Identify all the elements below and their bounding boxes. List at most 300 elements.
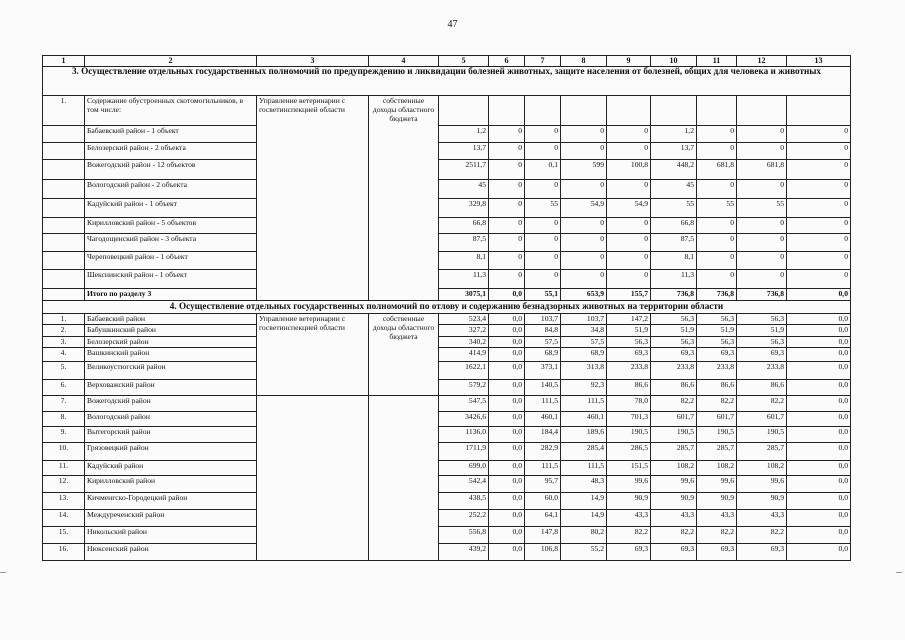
- value-cell: 82,2: [607, 527, 651, 544]
- value-cell: 0: [737, 126, 787, 143]
- total-value-cell: 0,0: [787, 289, 851, 301]
- value-cell: 55,2: [561, 544, 607, 561]
- district-name: Нюксенский район: [85, 544, 257, 561]
- value-cell: 0: [561, 180, 607, 199]
- value-cell: 55: [737, 199, 787, 218]
- value-cell: 0,0: [489, 380, 525, 396]
- value-cell: 87,5: [651, 234, 697, 252]
- value-cell: 313,8: [561, 362, 607, 380]
- value-cell: 681,8: [697, 160, 737, 180]
- section-3-total-row: [43, 289, 851, 301]
- row-number: 12.: [43, 476, 85, 493]
- row-number: 9.: [43, 427, 85, 443]
- row-number-cell: [43, 270, 85, 289]
- value-cell: 11,3: [439, 270, 489, 289]
- value-cell: 0: [525, 252, 561, 270]
- value-cell: 0: [697, 180, 737, 199]
- section-3-row: [43, 252, 851, 270]
- value-cell: 1711,9: [439, 443, 489, 461]
- value-cell: 0,0: [787, 476, 851, 493]
- district-name: Грязовецкий район: [85, 443, 257, 461]
- value-cell: 90,9: [737, 493, 787, 510]
- value-cell: 0: [787, 270, 851, 289]
- value-cell: 0,0: [787, 325, 851, 337]
- value-cell: 0,0: [787, 362, 851, 380]
- section-3-row: [43, 143, 851, 160]
- column-number: 10: [651, 56, 697, 67]
- total-label: Итого по разделу 3: [85, 289, 257, 301]
- value-cell: 0: [489, 143, 525, 160]
- value-cell: 140,5: [525, 380, 561, 396]
- row-number: 13.: [43, 493, 85, 510]
- value-cell: 111,5: [525, 461, 561, 476]
- value-cell: 8,1: [651, 252, 697, 270]
- value-cell: 0,0: [787, 493, 851, 510]
- value-cell: 184,4: [525, 427, 561, 443]
- value-cell: 1622,1: [439, 362, 489, 380]
- value-cell: 69,3: [697, 544, 737, 561]
- section-4-row: [43, 337, 851, 348]
- column-number: 9: [607, 56, 651, 67]
- value-cell: 56,3: [737, 314, 787, 325]
- value-cell: 190,5: [651, 427, 697, 443]
- value-cell: 0,0: [787, 443, 851, 461]
- value-cell: 329,8: [439, 199, 489, 218]
- district-name: Вожегодский район: [85, 396, 257, 412]
- value-cell: 252,2: [439, 510, 489, 527]
- value-cell: 111,5: [525, 396, 561, 412]
- value-cell: 0: [525, 180, 561, 199]
- district-name: Кадуйский район: [85, 461, 257, 476]
- value-cell: 0,0: [489, 412, 525, 427]
- value-cell: 45: [439, 180, 489, 199]
- value-cell: 64,1: [525, 510, 561, 527]
- executor-cell-empty: [257, 396, 369, 561]
- section-4-row: [43, 510, 851, 527]
- value-cell: 373,1: [525, 362, 561, 380]
- section-3-title: 3. Осуществление отдельных государственных полномочий по предупреждению и ликвидации болезней животных, защите населения от болезней, общих для человека и животных: [43, 67, 851, 96]
- column-number: 11: [697, 56, 737, 67]
- value-cell: 0: [787, 126, 851, 143]
- value-cell: 45: [651, 180, 697, 199]
- total-value-cell: 0,0: [489, 289, 525, 301]
- section-4-row: [43, 380, 851, 396]
- section-3-row: [43, 160, 851, 180]
- value-cell: 84,8: [525, 325, 561, 337]
- value-cell: 69,3: [607, 544, 651, 561]
- row-number: 3.: [43, 337, 85, 348]
- section-4-row: [43, 348, 851, 362]
- budget-table: [42, 55, 851, 561]
- value-cell: 66,8: [439, 218, 489, 234]
- value-cell: 0: [787, 143, 851, 160]
- value-cell: 0: [525, 234, 561, 252]
- section-3-row: [43, 270, 851, 289]
- value-cell: 103,7: [525, 314, 561, 325]
- row-number: 1.: [43, 314, 85, 325]
- value-cell: 106,8: [525, 544, 561, 561]
- value-cell: 0: [607, 252, 651, 270]
- total-value-cell: 653,9: [561, 289, 607, 301]
- value-cell: 51,9: [651, 325, 697, 337]
- value-cell: 0,0: [489, 348, 525, 362]
- value-cell: 90,9: [651, 493, 697, 510]
- section-4-row: [43, 476, 851, 493]
- district-name: Кадуйский район - 1 объект: [85, 199, 257, 218]
- value-cell: 0,0: [489, 337, 525, 348]
- section-3-row: [43, 199, 851, 218]
- value-cell: 56,3: [651, 337, 697, 348]
- value-cell: 69,3: [737, 348, 787, 362]
- value-cell: 0: [489, 218, 525, 234]
- value-cell: 54,9: [607, 199, 651, 218]
- value-cell: 0: [607, 126, 651, 143]
- value-cell: 233,8: [651, 362, 697, 380]
- value-cell: 86,6: [607, 380, 651, 396]
- section-4-title: 4. Осуществление отдельных государственных полномочий по отлову и содержанию безнадзорных животных на территории области: [43, 301, 851, 314]
- value-cell: 54,9: [561, 199, 607, 218]
- row-number-cell: [43, 180, 85, 199]
- section-4-row: [43, 493, 851, 510]
- value-cell: 681,8: [737, 160, 787, 180]
- value-cell: 0: [787, 199, 851, 218]
- value-cell: 8,1: [439, 252, 489, 270]
- scan-edge-mark: [0, 572, 6, 573]
- value-cell: 0: [561, 126, 607, 143]
- district-name: Междуреченский район: [85, 510, 257, 527]
- row-number-cell: [43, 160, 85, 180]
- value-cell: 0: [697, 126, 737, 143]
- row-number: 16.: [43, 544, 85, 561]
- value-cell: 0: [607, 270, 651, 289]
- section-4-row: [43, 427, 851, 443]
- column-number: 3: [257, 56, 369, 67]
- value-cell: 0,0: [787, 544, 851, 561]
- value-cell: 0: [489, 160, 525, 180]
- value-cell: 56,3: [737, 337, 787, 348]
- value-cell: 13,7: [439, 143, 489, 160]
- district-name: Бабаевский район - 1 объект: [85, 126, 257, 143]
- row-number: 5.: [43, 362, 85, 380]
- value-cell: 439,2: [439, 544, 489, 561]
- value-cell: 233,8: [737, 362, 787, 380]
- row-number-cell: [43, 234, 85, 252]
- value-cell: 601,7: [697, 412, 737, 427]
- value-cell: 51,9: [607, 325, 651, 337]
- total-value-cell: 55,1: [525, 289, 561, 301]
- value-cell: 190,5: [737, 427, 787, 443]
- value-cell: 66,8: [651, 218, 697, 234]
- value-cell: 0: [561, 270, 607, 289]
- value-cell: 69,3: [697, 348, 737, 362]
- row-number: 7.: [43, 396, 85, 412]
- value-cell: 0: [489, 199, 525, 218]
- row-number-cell: [43, 143, 85, 160]
- section-4-row: [43, 325, 851, 337]
- value-cell: 60,0: [525, 493, 561, 510]
- funding-source-cell-empty: [369, 396, 439, 561]
- value-cell: 108,2: [737, 461, 787, 476]
- value-cell: 68,9: [561, 348, 607, 362]
- value-cell: 43,3: [737, 510, 787, 527]
- value-cell: 147,8: [525, 527, 561, 544]
- value-cell: 0: [561, 234, 607, 252]
- value-cell: 448,2: [651, 160, 697, 180]
- value-cell: 111,5: [561, 461, 607, 476]
- value-cell: 0: [489, 180, 525, 199]
- value-cell: 69,3: [737, 544, 787, 561]
- value-cell: 0,0: [489, 443, 525, 461]
- funding-source-cell: собственные доходы областного бюджета: [369, 96, 439, 301]
- row-number: 14.: [43, 510, 85, 527]
- value-cell: 0,0: [787, 348, 851, 362]
- column-number: 8: [561, 56, 607, 67]
- value-cell: 111,5: [561, 396, 607, 412]
- column-number: 2: [85, 56, 257, 67]
- value-cell: 0,0: [489, 527, 525, 544]
- row-number-cell: [43, 289, 85, 301]
- value-cell: 43,3: [607, 510, 651, 527]
- district-name: Вологодский район - 2 объекта: [85, 180, 257, 199]
- value-cell: 0: [525, 218, 561, 234]
- district-name: Вожегодский район - 12 объектов: [85, 160, 257, 180]
- value-cell: 340,2: [439, 337, 489, 348]
- value-cell: 0: [525, 270, 561, 289]
- district-name: Вашкинский район: [85, 348, 257, 362]
- district-name: Белозерский район: [85, 337, 257, 348]
- value-cell: 86,6: [651, 380, 697, 396]
- row-number: 10.: [43, 443, 85, 461]
- value-cell: 0: [561, 143, 607, 160]
- column-number: 1: [43, 56, 85, 67]
- total-value-cell: 3075,1: [439, 289, 489, 301]
- value-cell: 0: [787, 218, 851, 234]
- value-cell: 82,2: [737, 527, 787, 544]
- section-4-row: [43, 412, 851, 427]
- value-cell: 0,0: [489, 544, 525, 561]
- value-cell: 82,2: [651, 396, 697, 412]
- value-cell: 69,3: [651, 544, 697, 561]
- value-cell: 0,0: [489, 325, 525, 337]
- value-cell: 1,2: [439, 126, 489, 143]
- value-cell: 14,9: [561, 510, 607, 527]
- section-4-row: [43, 527, 851, 544]
- value-cell: 0: [787, 234, 851, 252]
- value-cell: 55: [525, 199, 561, 218]
- value-cell: 542,4: [439, 476, 489, 493]
- value-cell: 99,6: [737, 476, 787, 493]
- district-name: Чагодощенский район - 3 объекта: [85, 234, 257, 252]
- value-cell: 0: [489, 270, 525, 289]
- section-4-row: [43, 396, 851, 412]
- executor-cell: Управление ветеринарии с госветинспекцией области: [257, 96, 369, 301]
- column-number: 4: [369, 56, 439, 67]
- executor-cell: Управление ветеринарии с госветинспекцией области: [257, 314, 369, 396]
- value-cell: 99,6: [697, 476, 737, 493]
- value-cell: 0: [737, 252, 787, 270]
- district-name: Никольский район: [85, 527, 257, 544]
- row-number: 6.: [43, 380, 85, 396]
- value-cell: 438,5: [439, 493, 489, 510]
- value-cell: 57,5: [561, 337, 607, 348]
- value-cell: 0: [525, 143, 561, 160]
- value-cell: 523,4: [439, 314, 489, 325]
- value-cell: 99,6: [607, 476, 651, 493]
- value-cell: 108,2: [697, 461, 737, 476]
- value-cell: 0,0: [489, 314, 525, 325]
- value-cell: 0: [787, 252, 851, 270]
- value-cell: 0: [697, 252, 737, 270]
- value-cell: 327,2: [439, 325, 489, 337]
- value-cell: 233,8: [607, 362, 651, 380]
- district-name: Кирилловский район - 5 объектов: [85, 218, 257, 234]
- value-cell: 0: [607, 143, 651, 160]
- column-number: 5: [439, 56, 489, 67]
- section-4-row: [43, 461, 851, 476]
- value-cell: 699,0: [439, 461, 489, 476]
- value-cell: 0: [607, 218, 651, 234]
- district-name: Вытегорский район: [85, 427, 257, 443]
- value-cell: 0,0: [489, 362, 525, 380]
- row-number-cell: [43, 218, 85, 234]
- value-cell: 69,3: [607, 348, 651, 362]
- value-cell: 78,0: [607, 396, 651, 412]
- column-number: 6: [489, 56, 525, 67]
- item-number: 1.: [43, 96, 85, 126]
- value-cell: 0: [607, 180, 651, 199]
- value-cell: 190,5: [697, 427, 737, 443]
- value-cell: 57,5: [525, 337, 561, 348]
- value-cell: 51,9: [697, 325, 737, 337]
- value-cell: 556,8: [439, 527, 489, 544]
- value-cell: 0,0: [489, 396, 525, 412]
- row-number-cell: [43, 199, 85, 218]
- value-cell: 56,3: [697, 314, 737, 325]
- value-cell: 92,3: [561, 380, 607, 396]
- column-number: 12: [737, 56, 787, 67]
- column-number: 13: [787, 56, 851, 67]
- value-cell: 13,7: [651, 143, 697, 160]
- value-cell: 100,8: [607, 160, 651, 180]
- value-cell: 69,3: [651, 348, 697, 362]
- value-cell: 87,5: [439, 234, 489, 252]
- value-cell: 282,9: [525, 443, 561, 461]
- scan-edge-mark: [896, 572, 902, 573]
- value-cell: 1136,0: [439, 427, 489, 443]
- value-cell: 601,7: [737, 412, 787, 427]
- item-name: Содержание обустроенных скотомогильников, в том числе:: [85, 96, 257, 126]
- value-cell: 0: [489, 252, 525, 270]
- value-cell: 0: [561, 218, 607, 234]
- value-cell: 86,6: [737, 380, 787, 396]
- section-3-row: [43, 126, 851, 143]
- value-cell: 0: [489, 126, 525, 143]
- row-number: 2.: [43, 325, 85, 337]
- section-4-row: [43, 544, 851, 561]
- section-3-row: [43, 234, 851, 252]
- value-cell: 579,2: [439, 380, 489, 396]
- value-cell: 0,0: [489, 493, 525, 510]
- value-cell: 0,0: [489, 427, 525, 443]
- value-cell: 0: [607, 234, 651, 252]
- value-cell: 460,1: [561, 412, 607, 427]
- value-cell: 0,0: [787, 527, 851, 544]
- value-cell: 90,9: [607, 493, 651, 510]
- value-cell: 0: [561, 252, 607, 270]
- page-number: 47: [447, 19, 458, 30]
- value-cell: 48,3: [561, 476, 607, 493]
- value-cell: 55: [697, 199, 737, 218]
- value-cell: 0: [737, 180, 787, 199]
- value-cell: 86,6: [697, 380, 737, 396]
- value-cell: 43,3: [697, 510, 737, 527]
- value-cell: 0: [697, 218, 737, 234]
- value-cell: 14,9: [561, 493, 607, 510]
- value-cell: 95,7: [525, 476, 561, 493]
- value-cell: 2511,7: [439, 160, 489, 180]
- value-cell: 55: [651, 199, 697, 218]
- value-cell: 0: [737, 143, 787, 160]
- row-number: 11.: [43, 461, 85, 476]
- district-name: Верховажский район: [85, 380, 257, 396]
- value-cell: 0,0: [787, 314, 851, 325]
- value-cell: 0,0: [787, 427, 851, 443]
- value-cell: 599: [561, 160, 607, 180]
- value-cell: 3426,6: [439, 412, 489, 427]
- value-cell: 11,3: [651, 270, 697, 289]
- value-cell: 285,4: [561, 443, 607, 461]
- value-cell: 0,0: [787, 380, 851, 396]
- value-cell: 547,5: [439, 396, 489, 412]
- district-name: Шекснинский район - 1 объект: [85, 270, 257, 289]
- value-cell: 0: [489, 234, 525, 252]
- value-cell: 99,6: [651, 476, 697, 493]
- district-name: Великоустюгский район: [85, 362, 257, 380]
- value-cell: 286,5: [607, 443, 651, 461]
- value-cell: 68,9: [525, 348, 561, 362]
- value-cell: 90,9: [697, 493, 737, 510]
- section-4-row: [43, 443, 851, 461]
- value-cell: 414,9: [439, 348, 489, 362]
- value-cell: 0: [525, 126, 561, 143]
- value-cell: 701,3: [607, 412, 651, 427]
- value-cell: 56,3: [697, 337, 737, 348]
- row-number: 4.: [43, 348, 85, 362]
- column-number-row: [43, 56, 851, 67]
- value-cell: 82,2: [697, 527, 737, 544]
- value-cell: 190,5: [607, 427, 651, 443]
- district-name: Бабушкинский район: [85, 325, 257, 337]
- row-number: 15.: [43, 527, 85, 544]
- value-cell: 0,0: [787, 412, 851, 427]
- value-cell: 0,0: [787, 461, 851, 476]
- value-cell: 34,8: [561, 325, 607, 337]
- district-name: Кичменгско-Городецкий район: [85, 493, 257, 510]
- total-value-cell: 736,8: [737, 289, 787, 301]
- row-number-cell: [43, 126, 85, 143]
- district-name: Вологодский район: [85, 412, 257, 427]
- value-cell: 0,1: [525, 160, 561, 180]
- value-cell: 0,0: [489, 510, 525, 527]
- district-name: Бабаевский район: [85, 314, 257, 325]
- value-cell: 285,7: [697, 443, 737, 461]
- value-cell: 0,0: [787, 337, 851, 348]
- funding-source-cell: собственные доходы областного бюджета: [369, 314, 439, 396]
- section-4-row: [43, 362, 851, 380]
- district-name: Кирилловский район: [85, 476, 257, 493]
- value-cell: 82,2: [697, 396, 737, 412]
- value-cell: 103,7: [561, 314, 607, 325]
